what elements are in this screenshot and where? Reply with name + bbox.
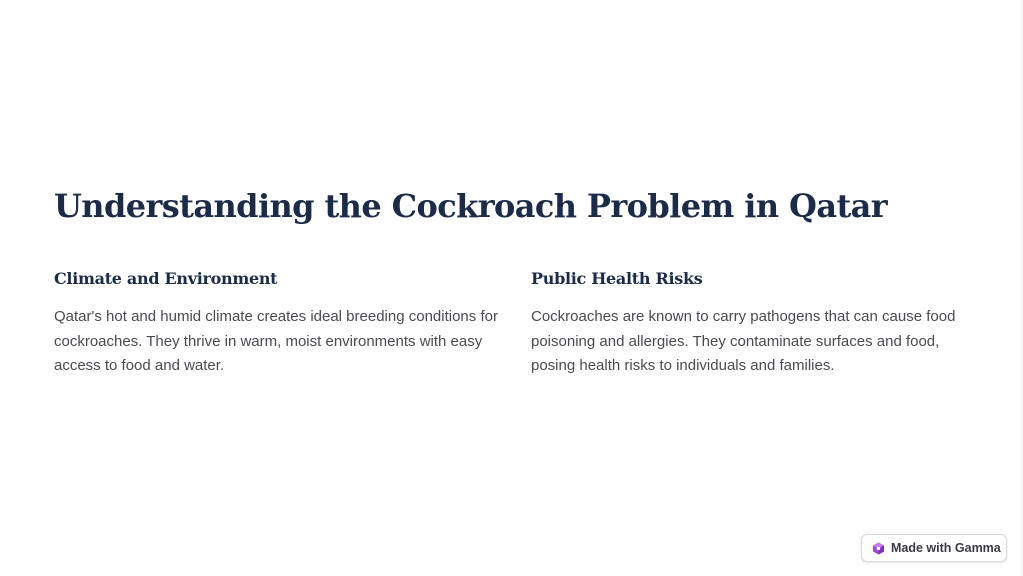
column-public-health-risks [531, 266, 979, 379]
column-heading: Climate and Environment [54, 269, 278, 288]
gamma-logo-icon [872, 542, 885, 555]
column-body-text: Qatar's hot and humid climate creates ideal breeding conditions for cockroaches. They thrive in warm, moist environments with easy access to food and water. [54, 308, 498, 375]
column-heading: Public Health Risks [531, 269, 703, 288]
badge-label: Made with Gamma [891, 541, 1001, 555]
slide-title: Understanding the Cockroach Problem in Qatar [54, 187, 888, 225]
column-body-text: Cockroaches are known to carry pathogens that can cause food poisoning and allergies. They contaminate surfaces and food, posing health risks to individuals and families. [531, 308, 956, 375]
column-climate-environment [54, 266, 502, 379]
made-with-gamma-button[interactable] [861, 534, 1007, 562]
